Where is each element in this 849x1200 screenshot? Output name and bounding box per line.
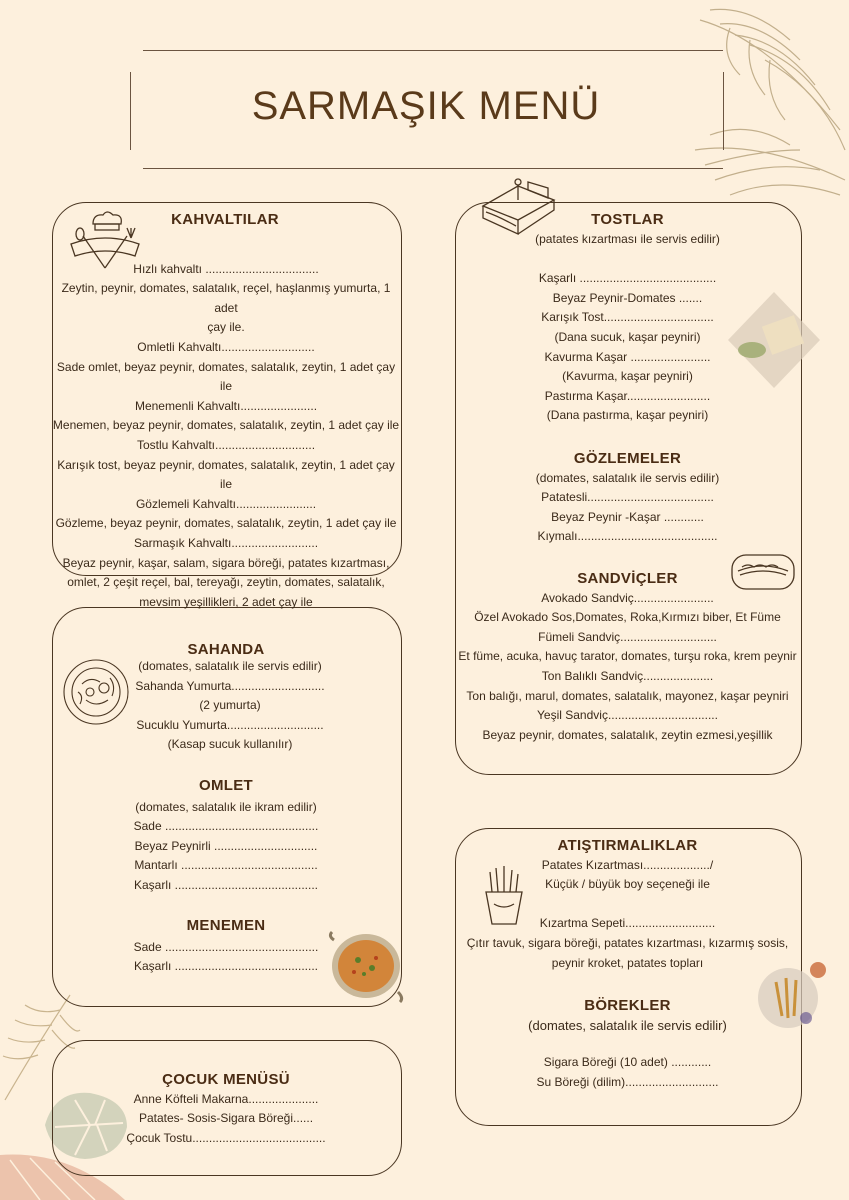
kahvaltilar-section [52, 210, 400, 612]
menu-line: Mantarlı ......................................... [134, 858, 318, 873]
kahvaltilar-heading: KAHVALTILAR [171, 211, 279, 228]
menu-title: SARMAŞIK MENÜ [251, 84, 601, 128]
tostlar-subtitle: (patates kızartması ile servis edilir) [535, 231, 720, 246]
menu-line: Beyaz peynir, domates, salatalık, zeytin ezmesi,yeşillik [482, 727, 773, 742]
menemen-heading: MENEMEN [186, 917, 266, 934]
title-divider-bottom [143, 168, 723, 169]
menemen-section [52, 916, 400, 977]
menu-line: Gözleme, beyaz peynir, domates, salatalık, zeytin, 1 adet çay ile [55, 516, 397, 531]
menu-line: çay ile. [207, 320, 245, 335]
omlet-heading: OMLET [199, 777, 253, 794]
menu-line: (domates, salatalık ile servis edilir) [535, 470, 720, 485]
menu-line: Sade omlet, beyaz peynir, domates, salatalık, zeytin, 1 adet çay ile [56, 359, 396, 394]
menu-line: peynir kroket, patates topları [551, 955, 704, 970]
menu-line: Ton balığı, marul, domates, salatalık, mayonez, kaşar peyniri [466, 688, 789, 703]
menu-line: Kaşarlı ........................................... [133, 959, 319, 974]
borekler-heading: BÖREKLER [584, 997, 671, 1014]
menu-line: (Dana sucuk, kaşar peyniri) [554, 329, 701, 344]
menu-line: Sade .............................................. [133, 939, 319, 954]
menu-line: Beyaz peynir, kaşar, salam, sigara böreği, patates kızartması, [62, 555, 390, 570]
menu-line: Beyaz Peynir -Kaşar ............ [551, 509, 704, 524]
menu-line: Kavurma Kaşar ........................ [544, 349, 711, 364]
menu-line [455, 895, 800, 915]
menu-line: Sahanda Yumurta............................ [135, 678, 325, 693]
menu-line: Pastırma Kaşar......................... [544, 388, 711, 403]
menu-line: Anne Köfteli Makarna..................... [133, 1091, 319, 1106]
menu-line: Fümeli Sandviç............................. [538, 629, 717, 644]
menu-line: (Kavurma, kaşar peyniri) [562, 369, 693, 384]
atistirmaliklar-section [455, 836, 800, 973]
menu-line: (Kasap sucuk kullanılır) [167, 737, 293, 751]
kahvaltilar-list [52, 260, 400, 613]
menu-line: Zeytin, peynir, domates, salatalık, reçel, haşlanmış yumurta, 1 adet [61, 281, 391, 315]
sandvicler-section [455, 569, 800, 745]
menu-line: Et füme, acuka, havuç tarator, domates, turşu roka, krem peynir [458, 649, 797, 664]
menu-line: mevsim yeşillikleri, 2 adet çay ile [139, 594, 313, 609]
sahanda-heading: SAHANDA [187, 641, 265, 658]
menu-line: Sarmaşık Kahvaltı.......................... [133, 535, 319, 550]
sandvicler-heading: SANDVİÇLER [577, 570, 678, 587]
cocuk-heading: ÇOCUK MENÜSÜ [162, 1071, 290, 1088]
menu-line: Çocuk Tostu........................................ [126, 1130, 326, 1145]
menu-line: (domates, salatalık ile servis edilir) [138, 659, 322, 673]
menu-line: (domates, salatalık ile ikram edilir) [135, 799, 317, 814]
menu-line: (2 yumurta) [199, 698, 261, 712]
borekler-section [455, 996, 800, 1092]
menu-line: Küçük / büyük boy seçeneği ile [545, 877, 710, 892]
sahanda-list [110, 657, 350, 755]
menu-line: Kaşarlı ........................................... [133, 877, 319, 892]
menu-line: Avokado Sandviç........................ [541, 590, 714, 605]
menu-line: Patates- Sosis-Sigara Böreği...... [138, 1111, 314, 1126]
omlet-section [52, 776, 400, 896]
title-divider-top [143, 50, 723, 51]
menu-line: Kızartma Sepeti........................... [539, 916, 716, 931]
menu-line: Sucuklu Yumurta............................. [136, 717, 324, 732]
menu-line: Patates Kızartması..................../ [541, 857, 714, 872]
menu-line: Beyaz Peynir-Domates ....... [552, 290, 703, 305]
menu-line: Omletli Kahvaltı............................ [137, 339, 315, 354]
menu-line: Çıtır tavuk, sigara böreği, patates kızartması, kızarmış sosis, [466, 935, 789, 950]
menu-line: Tostlu Kahvaltı.............................. [136, 437, 316, 452]
menu-line: Patatesli...................................... [541, 490, 714, 505]
menu-line: omlet, 2 çeşit reçel, bal, tereyağı, zeytin, domates, salatalık, [67, 575, 385, 590]
tostlar-section [455, 210, 800, 426]
borekler-subtitle: (domates, salatalık ile servis edilir) [528, 1017, 727, 1033]
gozlemeler-heading: GÖZLEMELER [573, 450, 682, 467]
menu-line: Ton Balıklı Sandviç..................... [541, 668, 714, 683]
menu-line: Sade .............................................. [133, 819, 319, 834]
atistirmaliklar-heading: ATIŞTIRMALIKLAR [557, 837, 698, 854]
menu-line: Beyaz Peynirli ............................... [134, 838, 318, 853]
menu-line: Gözlemeli Kahvaltı........................ [135, 496, 317, 511]
menu-line: Sigara Böreği (10 adet) ............ [543, 1055, 712, 1070]
menu-line: Menemenli Kahvaltı....................... [134, 398, 318, 413]
menu-line: Su Böreği (dilim)............................ [536, 1074, 719, 1089]
menu-line: Karışık Tost................................. [541, 310, 714, 325]
menu-line: Karışık tost, beyaz peynir, domates, salatalık, zeytin, 1 adet çay ile [57, 457, 395, 492]
cocuk-section [52, 1070, 400, 1148]
gozlemeler-section [455, 449, 800, 547]
menu-line: Özel Avokado Sos,Domates, Roka,Kırmızı biber, Et Füme [474, 610, 781, 625]
tostlar-heading: TOSTLAR [591, 211, 664, 228]
menu-line: (Dana pastırma, kaşar peyniri) [546, 408, 709, 423]
menu-line: Kıymalı.......................................... [537, 529, 718, 544]
menu-line: Hızlı kahvaltı .................................. [133, 261, 319, 276]
menu-line: Yeşil Sandviç................................. [537, 708, 718, 723]
menu-line: Kaşarlı ......................................... [538, 271, 717, 286]
menu-line: Menemen, beyaz peynir, domates, salatalık, zeytin, 1 adet çay ile [52, 418, 400, 433]
